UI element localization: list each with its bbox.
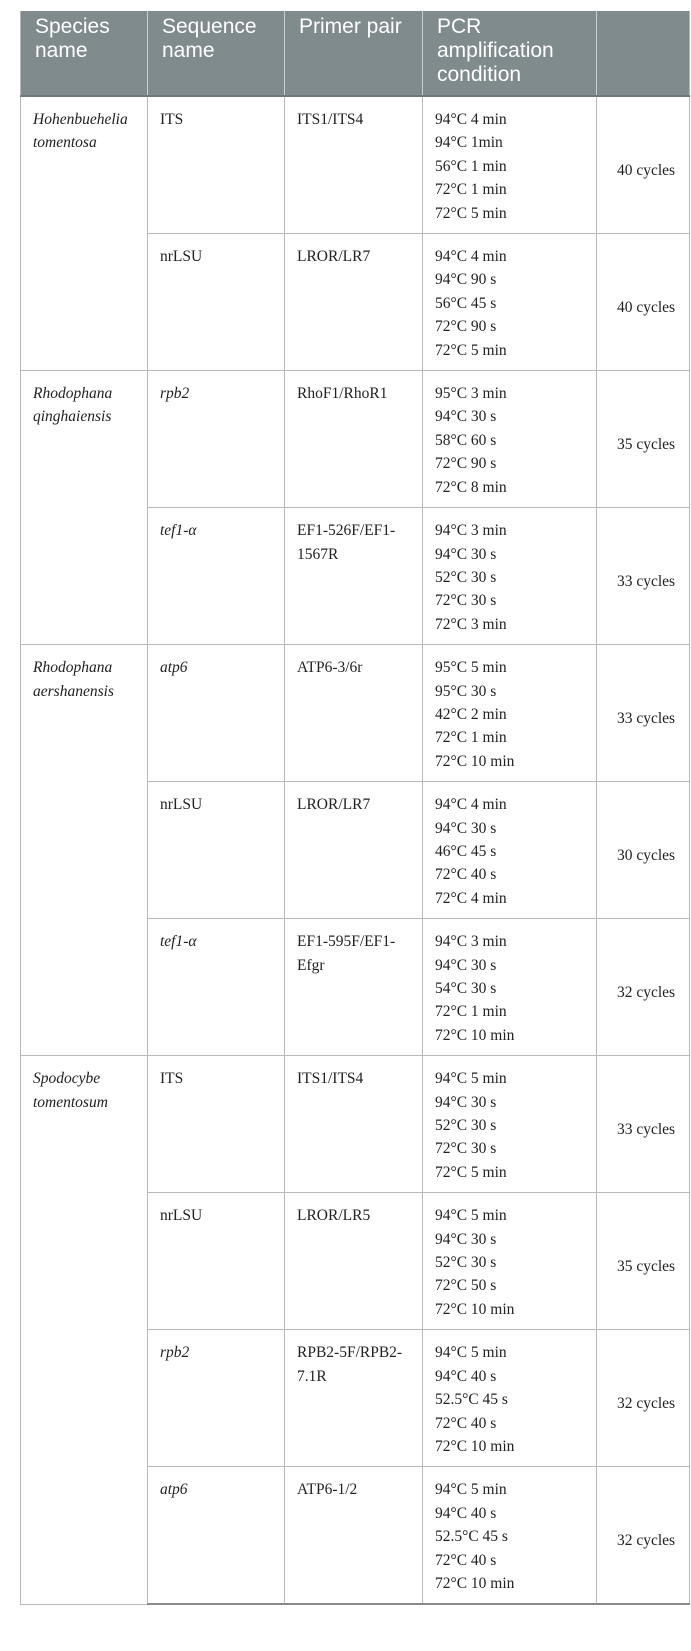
cycles-cell: 32 cycles [597, 1330, 690, 1467]
primer-cell: ATP6-1/2 [285, 1467, 423, 1605]
condition-step: 72°C 10 min [435, 1574, 515, 1592]
species-cell: Rhodophana qinghaiensis [21, 371, 148, 645]
cycles-cell: 35 cycles [597, 371, 690, 508]
condition-step: 94°C 90 s [435, 271, 497, 289]
condition-step: 95°C 3 min [435, 385, 507, 403]
condition-step: 94°C 5 min [435, 1207, 507, 1225]
condition-step: 72°C 5 min [435, 1163, 507, 1181]
condition-cell [423, 782, 597, 919]
condition-step: 72°C 40 s [435, 1551, 497, 1569]
condition-step: 94°C 3 min [435, 522, 507, 540]
primer-cell: ITS1/ITS4 [285, 96, 423, 234]
condition-step: 72°C 40 s [435, 1414, 497, 1432]
cycles-cell: 40 cycles [597, 96, 690, 234]
condition-step: 72°C 30 s [435, 592, 497, 610]
primer-cell: LROR/LR5 [285, 1193, 423, 1330]
sequence-cell: tef1-α [148, 508, 285, 645]
condition-step: 94°C 30 s [435, 408, 497, 426]
condition-step: 72°C 1 min [435, 729, 507, 747]
sequence-cell: rpb2 [148, 1330, 285, 1467]
condition-cell [423, 1330, 597, 1467]
condition-step: 52°C 30 s [435, 1117, 497, 1135]
sequence-cell: tef1-α [148, 919, 285, 1056]
sequence-cell: nrLSU [148, 1193, 285, 1330]
condition-step: 94°C 5 min [435, 1481, 507, 1499]
primer-cell: RPB2-5F/RPB2-7.1R [285, 1330, 423, 1467]
sequence-cell: nrLSU [148, 234, 285, 371]
header-pcr-condition: PCR amplification condition [423, 11, 597, 96]
condition-step: 52°C 30 s [435, 1254, 497, 1272]
condition-cell [423, 1056, 597, 1193]
condition-step: 94°C 40 s [435, 1504, 497, 1522]
condition-step: 94°C 3 min [435, 933, 507, 951]
condition-cell [423, 919, 597, 1056]
cycles-cell: 40 cycles [597, 234, 690, 371]
condition-cell [423, 1467, 597, 1605]
sequence-cell: ITS [148, 1056, 285, 1193]
condition-cell [423, 96, 597, 234]
condition-cell [423, 371, 597, 508]
cycles-cell: 32 cycles [597, 1467, 690, 1605]
condition-step: 56°C 1 min [435, 157, 507, 175]
sequence-cell: atp6 [148, 645, 285, 782]
cycles-cell: 35 cycles [597, 1193, 690, 1330]
condition-step: 58°C 60 s [435, 431, 497, 449]
condition-step: 72°C 5 min [435, 204, 507, 222]
condition-step: 72°C 10 min [435, 1437, 515, 1455]
condition-step: 72°C 10 min [435, 1026, 515, 1044]
header-primer-pair: Primer pair [285, 11, 423, 96]
condition-step: 56°C 45 s [435, 294, 497, 312]
primer-cell: EF1-526F/EF1-1567R [285, 508, 423, 645]
condition-step: 46°C 45 s [435, 842, 497, 860]
primer-cell: LROR/LR7 [285, 782, 423, 919]
table-row [21, 371, 690, 508]
condition-step: 94°C 4 min [435, 248, 507, 266]
species-cell: Spodocybe tomentosum [21, 1056, 148, 1605]
condition-step: 94°C 4 min [435, 796, 507, 814]
primer-cell: RhoF1/RhoR1 [285, 371, 423, 508]
header-sequence-name: Sequence name [148, 11, 285, 96]
condition-step: 95°C 5 min [435, 659, 507, 677]
cycles-cell: 33 cycles [597, 1056, 690, 1193]
condition-step: 72°C 5 min [435, 341, 507, 359]
condition-step: 54°C 30 s [435, 980, 497, 997]
species-cell: Hohenbuehelia tomentosa [21, 96, 148, 371]
condition-cell [423, 1193, 597, 1330]
condition-step: 42°C 2 min [435, 705, 507, 723]
species-cell: Rhodophana aershanensis [21, 645, 148, 1056]
condition-step: 95°C 30 s [435, 682, 497, 700]
primer-cell: LROR/LR7 [285, 234, 423, 371]
cycles-cell: 33 cycles [597, 645, 690, 782]
condition-step: 52.5°C 45 s [435, 1528, 508, 1546]
table-row [21, 1056, 690, 1193]
condition-step: 94°C 5 min [435, 1344, 507, 1362]
condition-step: 72°C 50 s [435, 1277, 497, 1295]
sequence-cell: atp6 [148, 1467, 285, 1605]
condition-cell [423, 645, 597, 782]
sequence-cell: rpb2 [148, 371, 285, 508]
condition-step: 94°C 30 s [435, 956, 497, 974]
condition-cell [423, 508, 597, 645]
condition-cell [423, 234, 597, 371]
table-row [21, 96, 690, 234]
condition-step: 94°C 5 min [435, 1070, 507, 1088]
sequence-cell: nrLSU [148, 782, 285, 919]
table-body [21, 96, 690, 1604]
cycles-cell: 30 cycles [597, 782, 690, 919]
condition-step: 94°C 30 s [435, 819, 497, 837]
pcr-conditions-table [20, 11, 690, 1605]
cycles-cell: 32 cycles [597, 919, 690, 1056]
condition-step: 72°C 10 min [435, 1300, 515, 1318]
condition-step: 94°C 30 s [435, 545, 497, 563]
primer-cell: EF1-595F/EF1-Efgr [285, 919, 423, 1056]
condition-step: 94°C 30 s [435, 1230, 497, 1248]
condition-step: 72°C 90 s [435, 318, 497, 336]
condition-step: 94°C 1min [435, 134, 503, 152]
condition-step: 94°C 4 min [435, 111, 507, 128]
condition-step: 94°C 30 s [435, 1093, 497, 1111]
condition-step: 72°C 3 min [435, 615, 507, 633]
condition-step: 72°C 1 min [435, 1003, 507, 1021]
condition-step: 52°C 30 s [435, 568, 497, 586]
header-species-name: Species name [21, 11, 148, 96]
condition-step: 72°C 10 min [435, 752, 515, 770]
condition-step: 72°C 40 s [435, 866, 497, 884]
condition-step: 52.5°C 45 s [435, 1391, 508, 1409]
header-cycles [597, 11, 690, 96]
condition-step: 72°C 8 min [435, 478, 507, 496]
condition-step: 72°C 4 min [435, 889, 507, 907]
primer-cell: ITS1/ITS4 [285, 1056, 423, 1193]
condition-step: 94°C 40 s [435, 1367, 497, 1385]
cycles-cell: 33 cycles [597, 508, 690, 645]
sequence-cell: ITS [148, 96, 285, 234]
condition-step: 72°C 30 s [435, 1140, 497, 1158]
table-header [21, 11, 690, 96]
condition-step: 72°C 1 min [435, 181, 507, 199]
condition-step: 72°C 90 s [435, 455, 497, 473]
table-row [21, 645, 690, 782]
primer-cell: ATP6-3/6r [285, 645, 423, 782]
